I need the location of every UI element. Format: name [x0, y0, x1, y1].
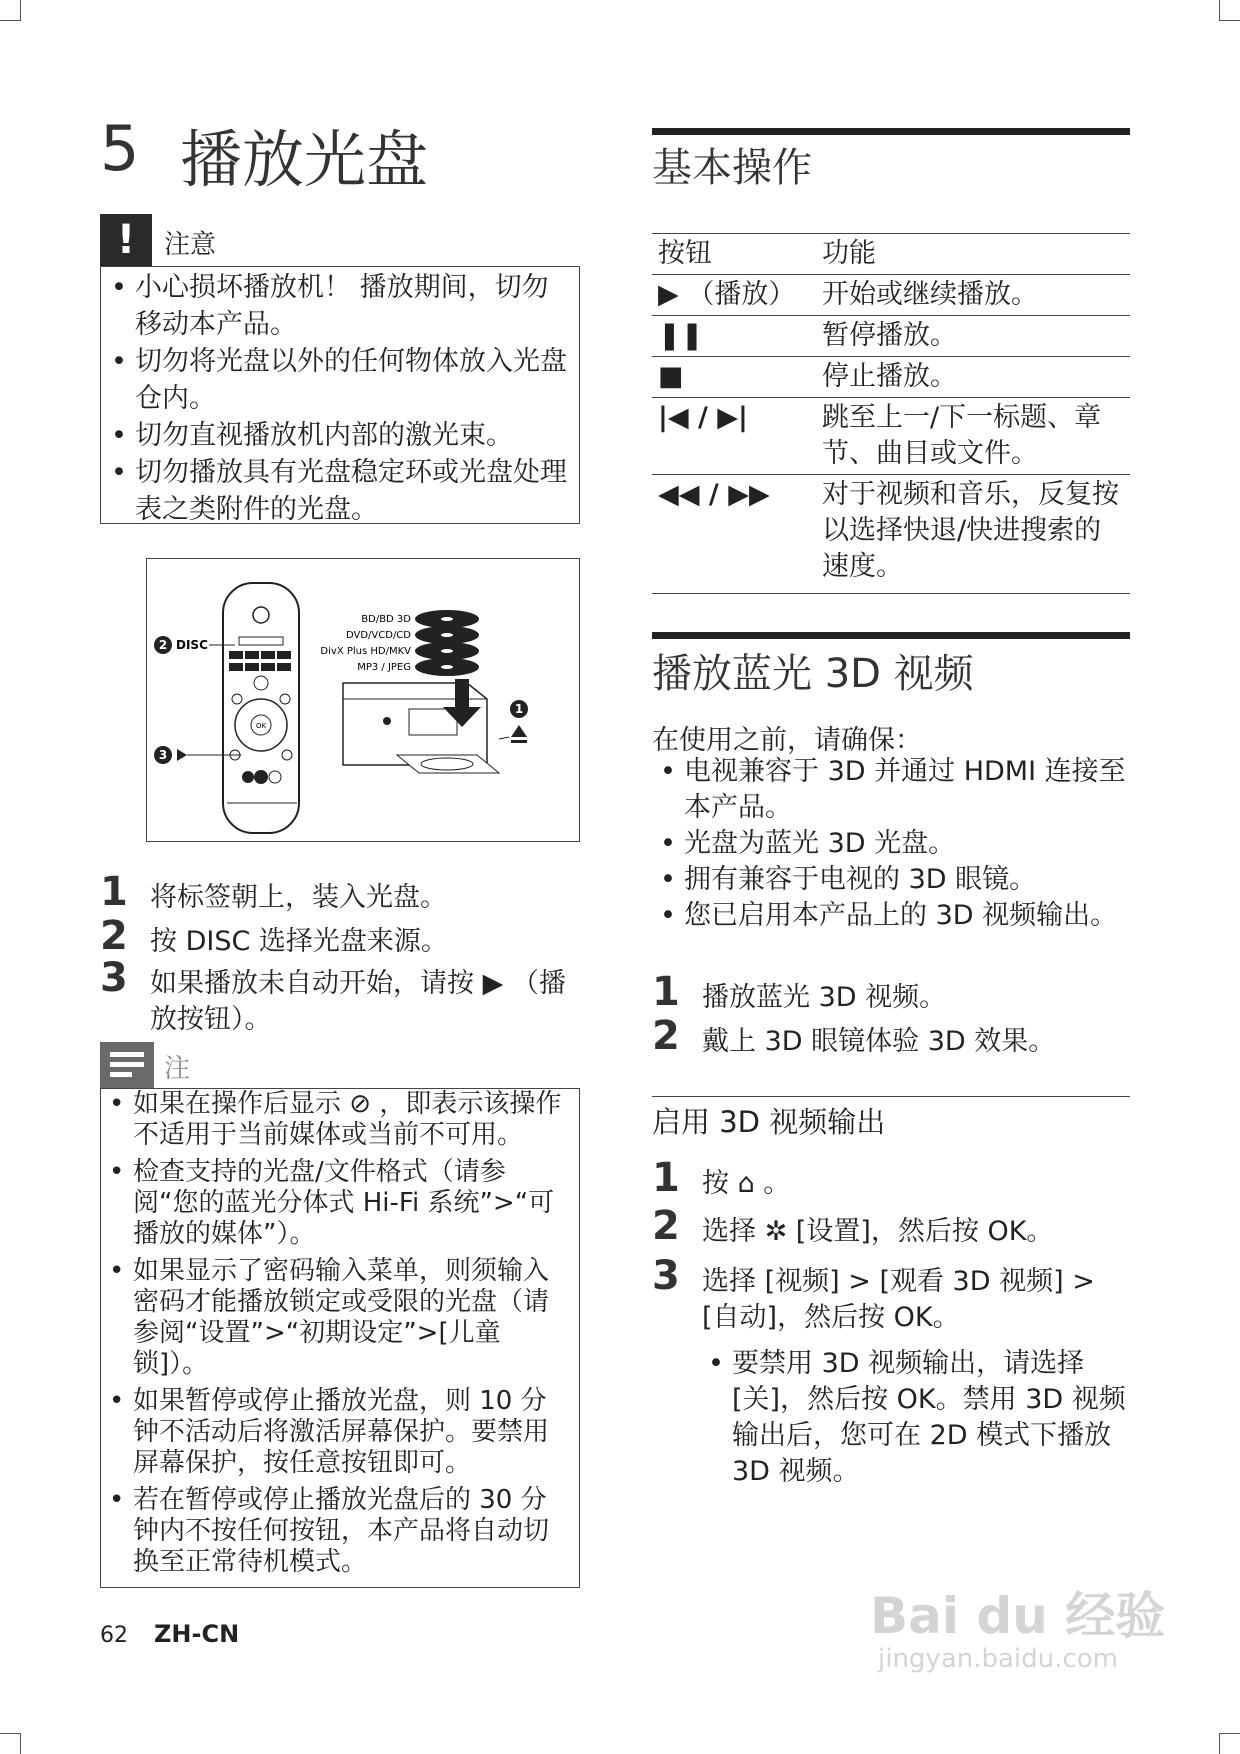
note-box — [100, 1088, 580, 1588]
sub-item: • 要禁用 3D 视频输出，请选择 [关]，然后按 OK。禁用 3D 视频输出后，您可在 2D 模式下播放 3D 视频。 — [700, 1346, 1126, 1490]
table-row — [652, 357, 1130, 398]
disc-type-label: DVD/VCD/CD — [345, 630, 411, 641]
caution-box — [100, 266, 580, 524]
table-row — [652, 475, 1130, 594]
subsection-title-enable-3d: 启用 3D 视频输出 — [652, 1105, 886, 1139]
caution-item: • 小心损坏播放机！ 播放期间，切勿移动本产品。 — [103, 269, 571, 343]
requirement-item: • 电视兼容于 3D 并通过 HDMI 连接至本产品。 — [652, 754, 1126, 826]
requirement-item: • 您已启用本产品上的 3D 视频输出。 — [652, 898, 1126, 934]
step-text: 将标签朝上，装入光盘。 — [150, 882, 447, 913]
eject-icon — [511, 725, 527, 737]
step-text: 按 DISC 选择光盘来源。 — [150, 926, 448, 957]
note-lines-icon — [100, 1042, 154, 1088]
crop-mark-tr — [1219, 0, 1240, 21]
note-item: • 若在暂停或停止播放光盘后的 30 分钟内不按任何按钮，本产品将自动切换至正常待机模式。 — [101, 1485, 571, 1578]
bluray3d-intro: 在使用之前，请确保： — [652, 725, 922, 756]
caution-title: 注意 — [164, 230, 217, 260]
table-header-row — [652, 234, 1130, 275]
note-item: • 如果显示了密码输入菜单，则须输入密码才能播放锁定或受限的光盘（请参阅“设置”>“初期设定”>[儿童锁]）。 — [101, 1256, 571, 1380]
section-rule — [652, 128, 1130, 135]
note-item: • 如果在操作后显示 ⊘ ，即表示该操作不适用于当前媒体或当前不可用。 — [101, 1089, 571, 1151]
step-text: 选择 [视频] > [观看 3D 视频] > [自动]，然后按 OK。 — [702, 1266, 1095, 1333]
step-text: 选择 ✲ [设置]，然后按 OK。 — [702, 1216, 1054, 1247]
step-number: 1 — [652, 969, 680, 1015]
page-number: 62 — [100, 1623, 128, 1648]
col-header-button: 按钮 — [652, 234, 816, 275]
watermark-url: jingyan.baidu.com — [878, 1644, 1118, 1674]
table-row — [652, 275, 1130, 316]
requirement-item: • 拥有兼容于电视的 3D 眼镜。 — [652, 862, 1126, 898]
enable3d-step-3 — [652, 1253, 1130, 1344]
basic-ops-table — [652, 233, 1130, 594]
caution-item: • 切勿直视播放机内部的激光束。 — [103, 417, 571, 454]
crop-mark-br — [1219, 1733, 1240, 1754]
step-3 — [100, 955, 580, 1038]
disc-type-label: MP3 / JPEG — [357, 662, 411, 673]
step-number: 1 — [652, 1155, 680, 1201]
section-title-basic-ops: 基本操作 — [652, 145, 812, 191]
function-cell: 开始或继续播放。 — [816, 275, 1130, 316]
bluray3d-step-1 — [652, 969, 1130, 1020]
note-item: • 检查支持的光盘/文件格式（请参阅“您的蓝光分体式 Hi-Fi 系统”>“可播放的媒体”）。 — [101, 1157, 571, 1250]
step-number: 2 — [652, 1203, 680, 1249]
callout-1: 1 — [514, 702, 524, 716]
requirement-item: • 光盘为蓝光 3D 光盘。 — [652, 826, 1126, 862]
enable3d-step-2 — [652, 1203, 1130, 1254]
button-cell: ■ — [652, 357, 816, 398]
table-row — [652, 398, 1130, 475]
step-text: 按 ⌂ 。 — [702, 1168, 791, 1199]
step-text: 如果播放未自动开始，请按 ▶ （播放按钮）。 — [150, 968, 566, 1035]
button-cell: ◀◀ / ▶▶ — [652, 475, 816, 594]
section-title-bluray-3d: 播放蓝光 3D 视频 — [652, 651, 974, 697]
chapter-title: 播放光盘 — [180, 123, 429, 196]
section-rule — [652, 632, 1130, 639]
baidu-watermark — [870, 1588, 1170, 1688]
button-cell: ❚❚ — [652, 316, 816, 357]
note-header — [100, 1042, 580, 1088]
enable3d-sublist — [700, 1346, 1126, 1490]
callout-3: 3 — [158, 748, 168, 762]
step-number: 3 — [652, 1253, 680, 1299]
disc-type-label: BD/BD 3D — [361, 614, 411, 625]
caution-item: • 切勿将光盘以外的任何物体放入光盘仓内。 — [103, 343, 571, 417]
language-code: ZH-CN — [154, 1620, 240, 1648]
callout-2: 2 — [158, 638, 168, 652]
disc-loading-figure — [146, 558, 580, 842]
step-number: 1 — [100, 869, 128, 915]
subsection-rule — [652, 1096, 1130, 1097]
step-text: 播放蓝光 3D 视频。 — [702, 982, 947, 1013]
step-text: 戴上 3D 眼镜体验 3D 效果。 — [702, 1026, 1056, 1057]
table-row — [652, 316, 1130, 357]
watermark-brand: Bai du 经验 — [870, 1587, 1166, 1645]
page-footer — [100, 1620, 239, 1648]
button-cell: ▶ （播放） — [652, 275, 816, 316]
exclamation-icon: ! — [100, 214, 152, 266]
step-number: 2 — [100, 913, 128, 959]
step-number: 3 — [100, 955, 128, 1001]
crop-mark-tl — [0, 0, 21, 21]
step-number: 2 — [652, 1013, 680, 1059]
function-cell: 停止播放。 — [816, 357, 1130, 398]
col-header-function: 功能 — [816, 234, 1130, 275]
bluray3d-step-2 — [652, 1013, 1130, 1064]
note-item: • 如果暂停或停止播放光盘，则 10 分钟不活动后将激活屏幕保护。要禁用屏幕保护，按任意按钮即可。 — [101, 1386, 571, 1479]
caution-header — [100, 214, 580, 266]
disc-label: DISC — [176, 638, 208, 652]
remote-and-player-illustration — [147, 559, 579, 841]
enable3d-step-1 — [652, 1155, 1130, 1206]
disc-type-label: DivX Plus HD/MKV — [320, 646, 411, 657]
step-1 — [100, 869, 580, 920]
bluray3d-requirements — [652, 754, 1126, 934]
function-cell: 跳至上一/下一标题、章节、曲目或文件。 — [816, 398, 1130, 475]
caution-item: • 切勿播放具有光盘稳定环或光盘处理表之类附件的光盘。 — [103, 454, 571, 528]
ok-key-label: OK — [255, 722, 267, 730]
function-cell: 暂停播放。 — [816, 316, 1130, 357]
crop-mark-bl — [0, 1733, 21, 1754]
step-2 — [100, 913, 580, 964]
chapter-number: 5 — [100, 112, 140, 185]
note-title: 注 — [164, 1054, 191, 1084]
button-cell: |◀ / ▶| — [652, 398, 816, 475]
function-cell: 对于视频和音乐，反复按以选择快退/快进搜索的速度。 — [816, 475, 1130, 594]
